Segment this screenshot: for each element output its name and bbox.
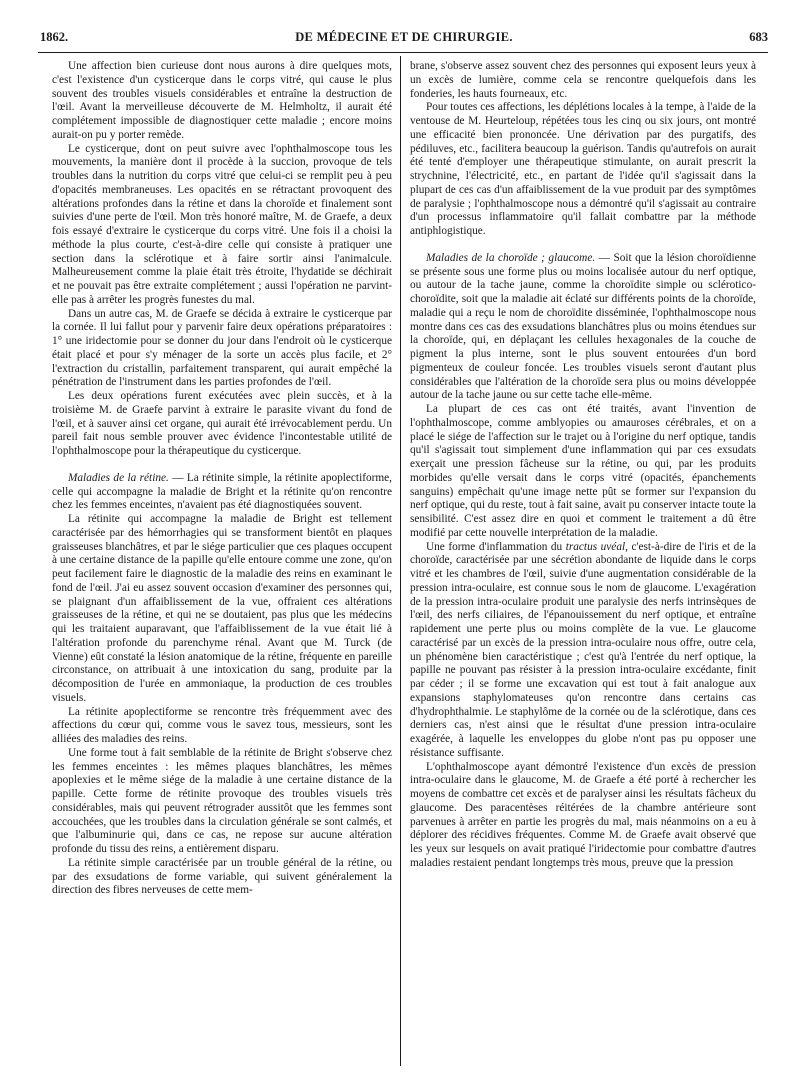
section-text: — Soit que la lésion choroïdienne se présente sous une forme plus ou moins localisée autour du nerf optique, ou autour de la tache jaune, comme la choroïdite simple ou sclérotico-choroïdite, soit que la maladie ait éclaté sur différents points de la choroïde, maladie qui a reçu le nom de choroïdite disséminée, l'ophthalmoscope nous montre dans ces cas des exsudations blanchâtres plus ou moins étendues sur la choroïde, qui, en déplaçant les cellules hexagonales de la couche de pigment la plus interne, sont le plus souvent entourées d'un bord pigmenteux de couleur foncée. Les troubles visuels seront d'autant plus considérables que l'altération de la choroïde sera plus ou moins développée autour de la tache jaune ou sur cette tache elle-même. bbox=[410, 251, 757, 402]
column-divider bbox=[400, 56, 401, 1066]
section-paragraph bbox=[52, 472, 392, 513]
paragraph: Une affection bien curieuse dont nous aurons à dire quelques mots, c'est l'existence d'un cysticerque dans le corps vitré, qui cause le plus souvent des troubles visuels considérables et entraîne la destruction de l'œil. Avant la merveilleuse découverte de M. Helmholtz, il aurait été complétement impossible de diagnostiquer cette maladie ; encore moins aurait-on pu y porter remède. bbox=[52, 60, 392, 141]
page-number: 683 bbox=[749, 30, 768, 44]
paragraph: La plupart de ces cas ont été traités, avant l'invention de l'ophthalmoscope, comme amblyopies ou amauroses cérébrales, et on a placé le siége de l'affection sur le trajet ou à l'origine du nerf optique, tandis qu'il s'agissait tout simplement d'une inflammation qui par ces exsudats exerçait une pression fâcheuse sur la rétine, ou qui, par les produits morbides qu'elle versait dans le corps vitré (opacités, épanchements sanguins) empêchait qu'une image nette pût se former sur l'expansion du nerf optique, qui du reste, tout à fait saine, avait pu conserver intacte toute la sensibilité. C'est assez dire en quoi et comment le traitement a dû être modifié par cette nouvelle interprétation de la maladie. bbox=[410, 403, 757, 539]
text-run: , c'est-à-dire de l'iris et de la choroïde, caractérisée par une sécrétion abondante de liquide dans le corps vitré et les chambres de l'œil, suivie d'une augmentation considérable de la pression intra-oculaire, est connue sous le nom de glaucome. L'exagération de la pression intra-oculaire produit une paralysie des nerfs intrinsèques de l'œil, des nerfs ciliaires, de l'épanouissement du nerf optique, et entraîne rapidement une perte plus ou moins complète de la vue. Le glaucome caractérisé par un excès de la pression intra-oculaire nous offre, outre cela, un phénomène bien caractéristique ; c'est qu'à l'entrée du nerf optique, la papille ne pouvant pas résister à la pression intra-oculaire excédante, finit par céder ; il se forme une excavation qui est tout à fait analogue aux expansions staphylomateuses qu'on rencontre dans certains cas d'hydrophthalmie. Le staphylôme de la cornée ou de la sclérotique, dans ces derniers cas, n'est ainsi que le résultat d'une pression intra-oculaire exagérée, à laquelle les enveloppes du globe n'ont pas pu opposer une résistance suffisante. bbox=[410, 540, 757, 759]
paragraph: Pour toutes ces affections, les déplétions locales à la tempe, à l'aide de la ventouse de M. Heurteloup, répétées tous les cinq ou six jours, ont montré une efficacité bien prononcée. Une dérivation par des purgatifs, des pédiluves, etc., facilitera beaucoup la guérison. Tandis qu'autrefois on aurait été tenté d'employer une thérapeutique stimulante, on aurait prescrit la strychnine, l'électricité, etc., en partant de l'idée qu'il s'agissait dans la plupart de ces cas d'un affaiblissement de la vue produit par des symptômes de paralysie ; l'ophthalmoscope nous a démontré qu'il s'agissait au contraire d'un processus inflammatoire qu'il fallait combattre par la méthode antiphlogistique. bbox=[410, 101, 756, 237]
paragraph: Les deux opérations furent exécutées avec plein succès, et à la troisième M. de Graefe parvint à extraire le parasite vivant du fond de l'œil, et à sauver ainsi cet organe, qui aurait été irrévocablement perdu. Un pareil fait nous semble prouver avec évidence l'incontestable utilité de l'ophthalmoscope pour la thérapeutique du cysticerque. bbox=[52, 390, 392, 457]
header-year: 1862. bbox=[40, 30, 69, 44]
section-heading: Maladies de la choroïde ; glaucome. bbox=[426, 251, 596, 264]
paragraph: Le cysticerque, dont on peut suivre avec l'ophthalmoscope tous les mouvements, la manière dont il procède à la succion, provoque de tels troubles dans la nutrition du corps vitré que celui-ci se remplit peu à peu d'opacités membraneuses. Les opacités en se rétractant provoquent des altérations profondes dans la rétine et dans la choroïde et finalement sont suivies d'une perte de l'œil. Mon très honoré maître, M. de Graefe, a deux fois essayé d'extraire le cysticerque du corps vitré. Une fois il a choisi la méthode la plus courte, c'est-à-dire celle qui consiste à pratiquer une section dans la sclérotique et à faire sortir ainsi l'animalcule. Malheureusement comme la plaie était très étroite, l'hydatide se déchirait et ne pouvait pas être extraite complétement ; aussi l'opération ne parvint-elle pas à arrêter les progrès funestes du mal. bbox=[52, 142, 392, 306]
right-column bbox=[410, 60, 756, 871]
paragraph: L'ophthalmoscope ayant démontré l'existence d'un excès de pression intra-oculaire dans le glaucome, M. de Graefe a été porté à rechercher les moyens de combattre cet excès et de paralyser ainsi les résultats fâcheux du glaucome. Des paracentèses réitérées de la chambre antérieure sont parvenues à arrêter en partie les progrès du mal, mais néanmoins on a eu à déplorer des récidives fréquentes. Comme M. de Graefe avait observé que les yeux sur lesquels on avait pratiqué l'iridectomie pour combattre d'autres maladies restaient pendant longtemps très mous, preuve que la pression bbox=[410, 760, 756, 869]
paragraph bbox=[410, 541, 756, 761]
paragraph: Une forme tout à fait semblable de la rétinite de Bright s'observe chez les femmes enceintes : les mêmes plaques blanchâtres, les mêmes apoplexies et le même siége de la maladie à une certaine distance de la papille. Cette forme de rétinite provoque des troubles visuels très considérables, mais qui peuvent rétrograder aussitôt que les femmes sont accouchées, que les troubles dans la circulation générale se sont calmés, et que l'albuminurie qui, dans ce cas, ne repose sur aucune altération profonde du tissu des reins, a entièrement disparu. bbox=[52, 746, 392, 855]
paragraph: La rétinite simple caractérisée par un trouble général de la rétine, ou par des exsudations de forme variable, qui suivent généralement la direction des fibres nerveuses de cette mem- bbox=[52, 856, 392, 897]
header-title: DE MÉDECINE ET DE CHIRURGIE. bbox=[295, 30, 513, 44]
running-header bbox=[40, 28, 768, 50]
header-rule bbox=[38, 52, 768, 53]
section-text: — La rétinite simple, la rétinite apoplectiforme, celle qui accompagne la maladie de Bright et la rétinite qu'on rencontre chez les femmes enceintes, n'avaient pas été diagnostiquées souvent. bbox=[52, 471, 393, 512]
paragraph: La rétinite qui accompagne la maladie de Bright est tellement caractérisée par des hémorrhagies qui se transforment bientôt en plaques graisseuses blanchâtres, et par le siége particulier que ces plaques occupent à une certaine distance de la papille qu'elle entoure comme une zone, qu'on peut facilement faire le diagnostic de la maladie des reins en examinant le fond de l'œil. J'ai eu assez souvent occasion d'examiner des personnes qui, se plaignant d'un affaiblissement de la vue, offraient ces altérations graisseuses de la rétine, et qui ne se doutaient, pas plus que les médecins qui les traitaient auparavant, que l'affaiblissement de la vue était lié à l'altération profonde du parenchyme rénal. Avant que M. Turck (de Vienne) eût constaté la lésion anatomique de la rétine, fréquente en pareille circonstance, on attribuait à une intoxication du sang, produite par la décomposition de l'urée en ammoniaque, la production de ces troubles visuels. bbox=[52, 513, 392, 704]
paragraph: brane, s'observe assez souvent chez des personnes qui exposent leurs yeux à un excès de lumière, comme cela se rencontre quelquefois dans les fonderies, les hauts fourneaux, etc. bbox=[410, 60, 756, 100]
section-paragraph bbox=[410, 252, 756, 403]
section-heading: Maladies de la rétine. bbox=[68, 471, 169, 484]
text-run: Une forme d'inflammation du bbox=[426, 540, 566, 553]
italic-term: tractus uvéal bbox=[565, 540, 626, 553]
left-column bbox=[52, 60, 392, 898]
paragraph: Dans un autre cas, M. de Graefe se décida à extraire le cysticerque par la cornée. Il lui fallut pour y parvenir faire deux opérations préparatoires : 1° une iridectomie pour se donner du jour dans l'endroit où le cysticerque était placé et pour s'y ménager de la sorte un accès plus facile, et 2° l'extraction du cristallin, parfaitement transparent, qui aurait empêché la pénétration de l'instrument dans les parties profondes de l'œil. bbox=[52, 307, 392, 389]
paragraph: La rétinite apoplectiforme se rencontre très fréquemment avec des affections du cœur qui, comme vous le savez tous, messieurs, sont les alliées des maladies des reins. bbox=[52, 705, 392, 745]
